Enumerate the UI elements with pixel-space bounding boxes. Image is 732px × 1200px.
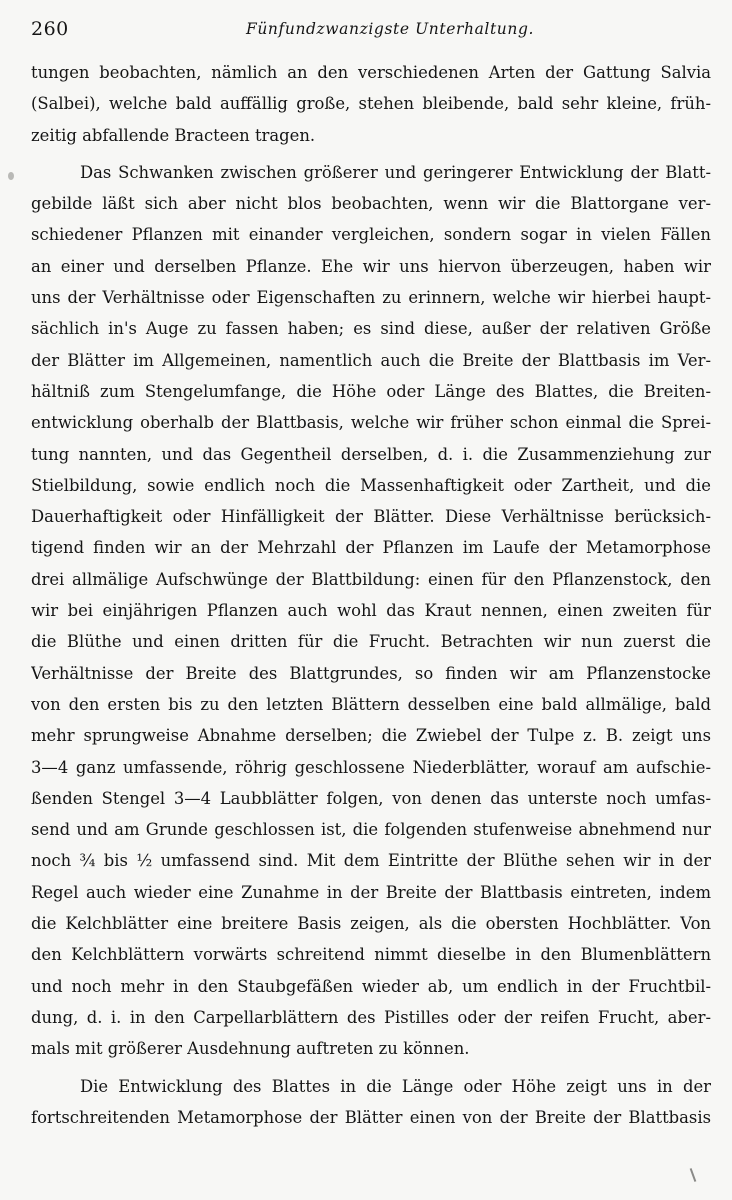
- text-line: tung nannten, und das Gegentheil derselben, d. i. die Zusammenziehung zur: [31, 444, 711, 464]
- text-line: an einer und derselben Pflanze. Ehe wir uns hiervon überzeugen, haben wir: [31, 256, 711, 276]
- paper-speck: [690, 1168, 697, 1182]
- text-line: send und am Grunde geschlossen ist, die folgenden stufenweise abnehmend nur: [31, 820, 711, 840]
- text-line: ßenden Stengel 3—4 Laubblätter folgen, von denen das unterste noch umfas-: [31, 788, 711, 808]
- paper-blemish: [8, 172, 14, 180]
- text-line: zeitig abfallende Bracteen tragen.: [31, 125, 316, 145]
- text-line: von den ersten bis zu den letzten Blättern desselben eine bald allmälige, bald: [31, 694, 711, 714]
- running-title: Fünfundzwanzigste Unterhaltung.: [246, 20, 535, 38]
- text-line: fortschreitenden Metamorphose der Blätter einen von der Breite der Blattbasis: [31, 1107, 711, 1127]
- text-line: Stielbildung, sowie endlich noch die Massenhaftigkeit oder Zartheit, und die: [31, 475, 711, 495]
- text-line: mehr sprungweise Abnahme derselben; die Zwiebel der Tulpe z. B. zeigt uns: [31, 726, 711, 746]
- text-line: die Kelchblätter eine breitere Basis zeigen, als die obersten Hochblätter. Von: [31, 914, 711, 934]
- text-line: den Kelchblättern vorwärts schreitend nimmt dieselbe in den Blumenblättern: [31, 945, 711, 965]
- text-line: drei allmälige Aufschwünge der Blattbildung: einen für den Pflanzenstock, den: [31, 569, 711, 589]
- text-line: tigend finden wir an der Mehrzahl der Pflanzen im Laufe der Metamorphose: [31, 538, 711, 558]
- text-line: Verhältnisse der Breite des Blattgrundes, so finden wir am Pflanzenstocke: [31, 663, 711, 683]
- text-line: (Salbei), welche bald auffällig große, stehen bleibende, bald sehr kleine, früh-: [31, 94, 711, 114]
- text-line: schiedener Pflanzen mit einander vergleichen, sondern sogar in vielen Fällen: [31, 225, 711, 245]
- text-line: Dauerhaftigkeit oder Hinfälligkeit der Blätter. Diese Verhältnisse berücksich-: [31, 507, 711, 527]
- text-line: und noch mehr in den Staubgefäßen wieder ab, um endlich in der Fruchtbil-: [31, 976, 711, 996]
- text-line: die Blüthe und einen dritten für die Frucht. Betrachten wir nun zuerst die: [31, 632, 711, 652]
- text-line: wir bei einjährigen Pflanzen auch wohl das Kraut nennen, einen zweiten für: [31, 601, 711, 621]
- text-line: sächlich in's Auge zu fassen haben; es sind diese, außer der relativen Größe: [31, 319, 711, 339]
- text-line: Regel auch wieder eine Zunahme in der Breite der Blattbasis eintreten, indem: [31, 882, 711, 902]
- page-number: 260: [31, 18, 69, 40]
- text-line: mals mit größerer Ausdehnung auftreten zu können.: [31, 1039, 470, 1059]
- page-header: [31, 18, 707, 46]
- text-line: hältniß zum Stengelumfange, die Höhe oder Länge des Blattes, die Breiten-: [31, 381, 711, 401]
- body-text: [31, 57, 711, 1133]
- text-line: noch ¾ bis ½ umfassend sind. Mit dem Eintritte der Blüthe sehen wir in der: [31, 851, 711, 871]
- text-line: Die Entwicklung des Blattes in die Länge oder Höhe zeigt uns in der: [80, 1076, 711, 1096]
- text-line: dung, d. i. in den Carpellarblättern des Pistilles oder der reifen Frucht, aber-: [31, 1007, 711, 1027]
- text-line: Das Schwanken zwischen größerer und geringerer Entwicklung der Blatt-: [80, 162, 711, 182]
- text-line: uns der Verhältnisse oder Eigenschaften zu erinnern, welche wir hierbei haupt-: [31, 288, 711, 308]
- text-line: entwicklung oberhalb der Blattbasis, welche wir früher schon einmal die Sprei-: [31, 413, 711, 433]
- text-line: tungen beobachten, nämlich an den verschiedenen Arten der Gattung Salvia: [31, 63, 711, 82]
- text-line: gebilde läßt sich aber nicht blos beobachten, wenn wir die Blattorgane ver-: [31, 194, 711, 214]
- text-line: der Blätter im Allgemeinen, namentlich auch die Breite der Blattbasis im Ver-: [31, 350, 711, 370]
- text-line: 3—4 ganz umfassende, röhrig geschlossene Niederblätter, worauf am aufschie-: [31, 757, 711, 777]
